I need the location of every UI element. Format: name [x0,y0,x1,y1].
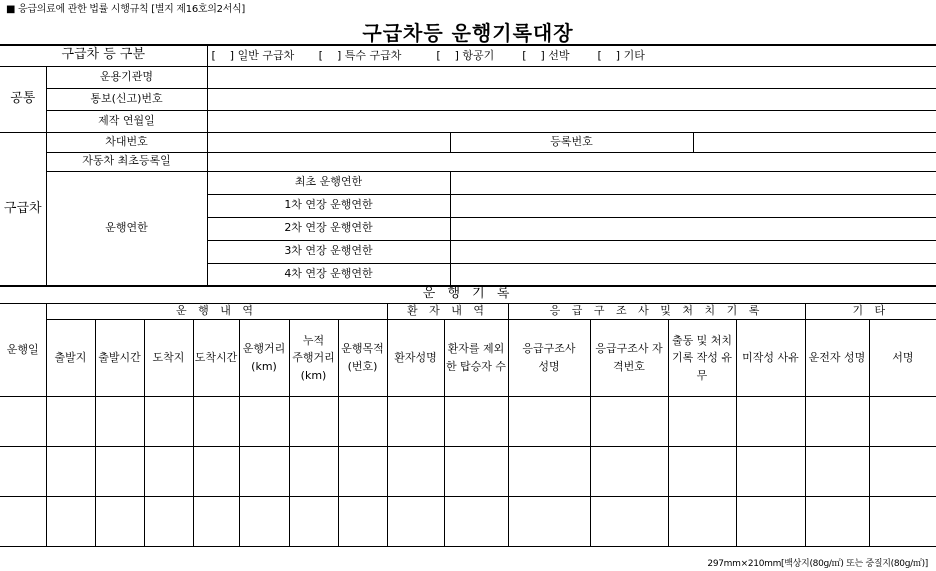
table-row [0,446,936,496]
log-cell[interactable] [668,396,736,446]
signature-header: 서명 [869,319,936,396]
emt-name-header [508,319,590,396]
log-cell[interactable] [239,446,289,496]
log-cell[interactable] [590,446,668,496]
log-cell[interactable] [869,446,936,496]
log-cell[interactable] [338,496,387,546]
category-label: 구급차 등 구분 [0,45,207,66]
vehicle-number-label: 차대번호 [46,132,207,152]
log-cell[interactable] [338,446,387,496]
log-cell[interactable] [338,396,387,446]
log-cell[interactable] [289,496,338,546]
log-cell[interactable] [508,446,590,496]
distance-header-line2: (km) [251,359,277,373]
log-cell[interactable] [387,446,444,496]
passenger-header-line2: 한 탑승자 수 [445,359,507,373]
category-options[interactable]: [ ] 일반 구급차 [ ] 특수 구급차 [ ] 항공기 [ ] 선박 [ ] 기타 [207,45,936,66]
log-cell[interactable] [289,446,338,496]
log-cell[interactable] [193,496,239,546]
registration-table [0,44,936,287]
log-cell[interactable] [444,396,508,446]
cumulative-header-line2: 주행거리 [292,351,335,365]
purpose-header-line1: 운행목적 [341,342,384,356]
log-cell[interactable] [590,496,668,546]
period-ext4-label: 4차 연장 운행연한 [207,263,450,286]
log-cell[interactable] [508,496,590,546]
log-cell[interactable] [736,496,805,546]
manufacture-date-field[interactable] [207,110,936,132]
operation-date-header: 운행일 [0,303,46,396]
log-cell[interactable] [0,396,46,446]
operation-log-title: 운 행 기 록 [0,286,936,304]
unwritten-reason-header: 미작성 사유 [736,319,805,396]
table-row [0,496,936,546]
log-cell[interactable] [193,396,239,446]
report-number-label: 통보(신고)번호 [46,88,207,110]
operator-name-field[interactable] [207,66,936,88]
log-cell[interactable] [387,496,444,546]
log-cell[interactable] [869,396,936,446]
vehicle-number-field[interactable] [207,132,450,152]
emt-license-header-line2: 격번호 [613,359,645,373]
log-cell[interactable] [239,396,289,446]
common-section-label: 공통 [0,66,46,132]
cumulative-header-line1: 누적 [302,333,325,347]
log-cell[interactable] [95,396,144,446]
record-header-line2: 기록 작성 유 [671,351,733,365]
log-cell[interactable] [46,396,95,446]
log-cell[interactable] [736,396,805,446]
period-ext1-field[interactable] [450,194,936,217]
log-cell[interactable] [95,446,144,496]
purpose-header-line2: (번호) [347,359,378,373]
operation-period-label: 운행연한 [46,171,207,286]
log-cell[interactable] [46,446,95,496]
period-initial-label: 최초 운행연한 [207,171,450,194]
period-ext2-label: 2차 연장 운행연한 [207,217,450,240]
log-cell[interactable] [736,446,805,496]
passenger-count-header [444,319,508,396]
arrival-time-header: 도착시간 [193,319,239,396]
paper-spec-footer: 297mm×210mm[백상지(80g/㎡) 또는 중질지(80g/㎡)] [707,559,928,569]
emt-name-header-line1: 응급구조사 [522,342,576,356]
record-header-line1: 출동 및 처치 [671,333,733,347]
operation-log-table [0,285,936,547]
distance-header [239,319,289,396]
distance-header-line1: 운행거리 [242,342,286,356]
log-cell[interactable] [805,446,869,496]
form-reference-note: ■ 응급의료에 관한 법률 시행규칙 [별지 제16호의2서식] [6,4,246,15]
other-header: 기 타 [805,303,936,319]
cumulative-header-line3: (km) [300,368,327,382]
log-cell[interactable] [144,396,193,446]
period-ext3-label: 3차 연장 운행연한 [207,240,450,263]
log-cell[interactable] [869,496,936,546]
table-row [0,396,936,446]
log-cell[interactable] [144,496,193,546]
log-cell[interactable] [46,496,95,546]
rescue-record-header: 응 급 구 조 사 및 처 치 기 록 [508,303,805,319]
log-cell[interactable] [0,446,46,496]
emt-license-header-line1: 응급구조사 자 [595,342,663,356]
log-cell[interactable] [668,496,736,546]
page-title: 구급차등 운행기록대장 [362,21,574,45]
emt-name-header-line2: 성명 [538,359,560,373]
ambulance-section-label: 구급차 [0,132,46,286]
period-ext4-field[interactable] [450,263,936,286]
emt-license-header [590,319,668,396]
first-registration-label: 자동차 최초등록일 [46,152,207,171]
patient-name-header: 환자성명 [387,319,444,396]
log-cell[interactable] [95,496,144,546]
operator-name-label: 운용기관명 [46,66,207,88]
log-cell[interactable] [444,496,508,546]
operation-details-header: 운 행 내 역 [46,303,387,319]
period-initial-field[interactable] [450,171,936,194]
registration-number-field[interactable] [693,132,936,152]
departure-header: 출발지 [46,319,95,396]
log-cell[interactable] [805,496,869,546]
log-cell[interactable] [289,396,338,446]
log-cell[interactable] [387,396,444,446]
period-ext2-field[interactable] [450,217,936,240]
log-cell[interactable] [668,446,736,496]
patient-details-header: 환 자 내 역 [387,303,508,319]
first-registration-field[interactable] [207,152,936,171]
log-cell[interactable] [508,396,590,446]
passenger-header-line1: 환자를 제외 [447,342,505,356]
period-ext1-label: 1차 연장 운행연한 [207,194,450,217]
log-cell[interactable] [144,446,193,496]
report-number-field[interactable] [207,88,936,110]
record-written-header [668,319,736,396]
log-cell[interactable] [239,496,289,546]
arrival-header: 도착지 [144,319,193,396]
departure-time-header: 출발시간 [95,319,144,396]
registration-number-label: 등록번호 [450,132,693,152]
cumulative-distance-header [289,319,338,396]
log-cell[interactable] [805,396,869,446]
purpose-header [338,319,387,396]
driver-name-header: 운전자 성명 [805,319,869,396]
log-cell[interactable] [444,446,508,496]
log-cell[interactable] [193,446,239,496]
period-ext3-field[interactable] [450,240,936,263]
record-header-line3: 무 [696,368,708,382]
log-cell[interactable] [0,496,46,546]
manufacture-date-label: 제작 연월일 [46,110,207,132]
log-cell[interactable] [590,396,668,446]
